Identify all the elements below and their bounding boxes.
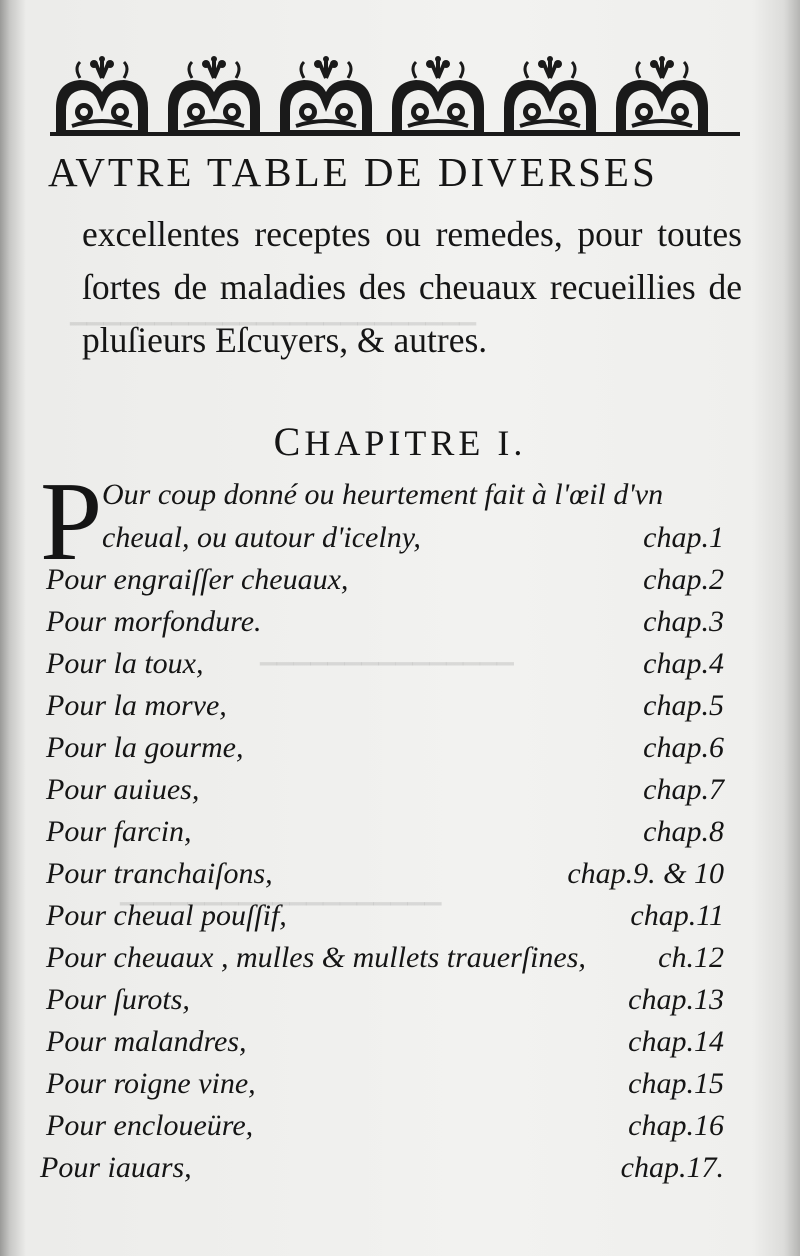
chapter-heading-rest: HAPITRE I. [304,423,527,463]
entry-ref: chap.6 [643,731,724,764]
entry-ref: ch.12 [658,941,724,974]
entry-ref: chap.7 [643,773,724,806]
entry-ref: chap.11 [630,899,724,932]
entry-ref: chap.4 [643,647,724,680]
entry-ref: chap.9. & 10 [567,857,724,890]
entry-text: Pour roigne vine, [46,1067,256,1100]
chapter-heading [0,418,800,465]
chapter-heading-initial: C [273,419,305,464]
entry-ref: chap.3 [643,605,724,638]
entry-ref: chap.15 [628,1067,724,1100]
entry-ref: chap.13 [628,983,724,1016]
entry-text: Pour auiues, [46,773,200,806]
entry-text: Pour iauars, [40,1151,192,1184]
entry-text: Pour morfondure. [46,605,262,638]
drop-cap: P [40,460,103,584]
entry-1-line-1: Our coup donné ou heurtement fait à l'œil d'vn [102,478,664,511]
entry-ref: chap.2 [643,563,724,596]
entry-ref: chap.8 [643,815,724,848]
entry-1-ref: chap.1 [643,521,724,554]
entry-ref: chap.5 [643,689,724,722]
entry-text: Pour malandres, [46,1025,247,1058]
entry-text: Pour la gourme, [46,731,244,764]
show-through-text: ▁▁▁▁▁▁▁▁▁▁▁▁▁▁▁▁▁▁▁▁▁▁▁▁ [70,300,477,325]
entry-text: Pour engraiſſer cheuaux, [46,563,349,596]
entry-text: Pour la toux, [46,647,204,680]
entry-ref: chap.14 [628,1025,724,1058]
entry-text: Pour cheual pouſſif, [46,899,287,932]
entry-text: Pour farcin, [46,815,192,848]
entry-text: Pour tranchaiſons, [46,857,273,890]
page-title: AVTRE TABLE DE DIVERSES [48,149,658,195]
show-through-text: ▁▁▁▁▁▁▁▁▁▁▁▁▁▁▁ [260,640,514,665]
entry-ref: chap.17. [620,1151,724,1184]
entry-text: Pour encloueüre, [46,1109,254,1142]
entry-text: Pour ſurots, [46,983,190,1016]
show-through-text: ▁▁▁▁▁▁▁▁▁▁▁▁▁▁▁▁▁▁▁ [120,880,442,905]
headpiece-ornament [50,56,740,136]
entry-ref: chap.16 [628,1109,724,1142]
entry-1-line-2: cheual, ou autour d'icelny, [102,521,421,554]
entry-text: Pour la morve, [46,689,227,722]
page-subtitle: excellentes receptes ou remedes, pour toutes ſortes de maladies des cheuaux recueillies de pluſieurs Eſcuyers, & autres. [82,214,742,360]
entry-text: Pour cheuaux , mulles & mullets trauerſines, [46,941,586,974]
